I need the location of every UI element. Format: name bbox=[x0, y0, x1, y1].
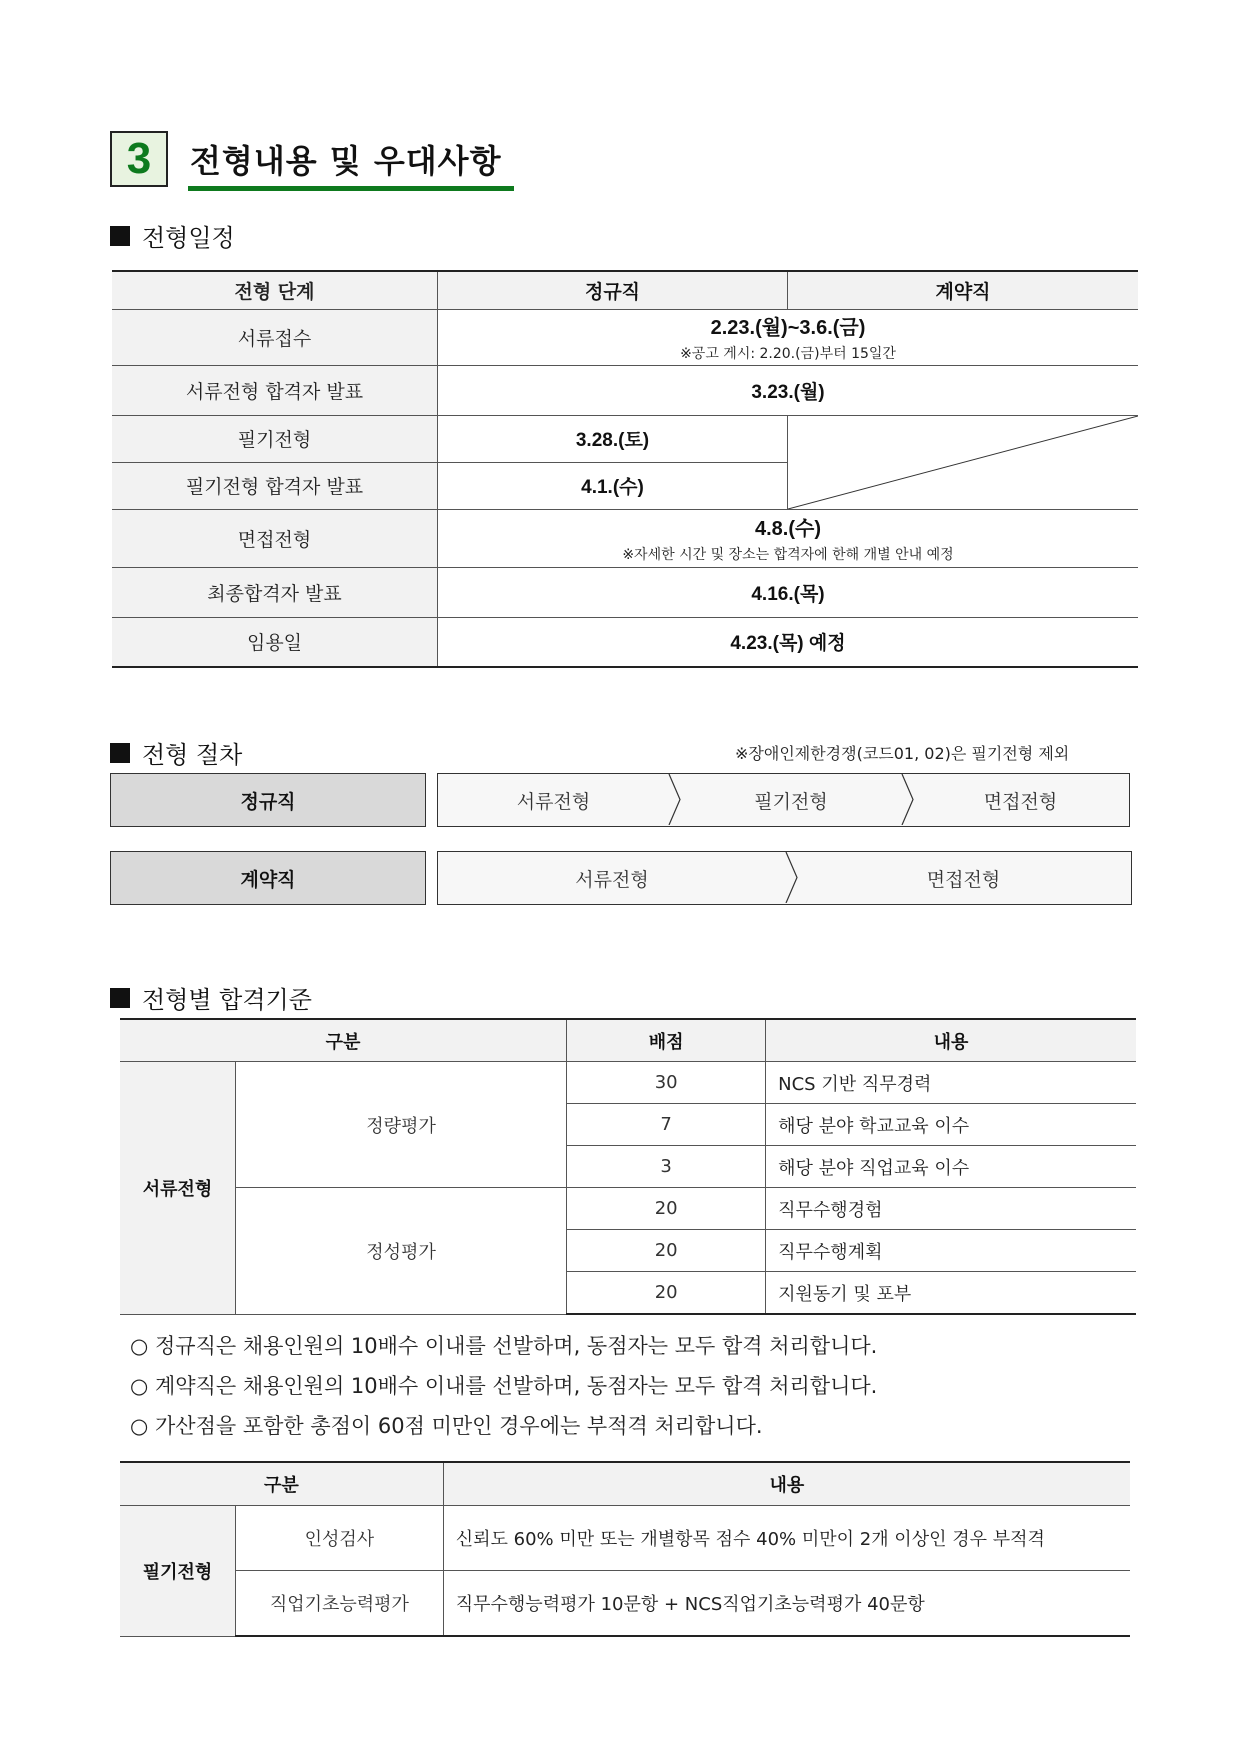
score-cell: 20 bbox=[567, 1188, 766, 1230]
square-bullet-icon bbox=[110, 226, 130, 246]
stage-label: 면접전형 bbox=[112, 509, 438, 567]
list-item: ○ 가산점을 포함한 총점이 60점 미만인 경우에는 부적격 처리합니다. bbox=[130, 1414, 763, 1438]
stage-label: 서류접수 bbox=[112, 309, 438, 365]
schedule-table bbox=[112, 270, 1138, 668]
title-underline bbox=[188, 186, 514, 191]
rules-list bbox=[130, 1326, 877, 1446]
process-heading-text: 전형 절차 bbox=[142, 741, 243, 769]
criteria-table bbox=[120, 1018, 1136, 1315]
section-number: 3 bbox=[110, 131, 168, 187]
date-value: 4.23.(목) 예정 bbox=[438, 617, 1139, 667]
process-flow-regular bbox=[437, 773, 1130, 827]
score-cell: 7 bbox=[567, 1104, 766, 1146]
col-header-category: 구분 bbox=[120, 1019, 567, 1062]
stage-label: 임용일 bbox=[112, 617, 438, 667]
diagonal-line-icon bbox=[788, 416, 1138, 509]
content-cell: NCS 기반 직무경력 bbox=[766, 1062, 1136, 1104]
table-row bbox=[120, 1506, 1130, 1571]
process-flow-contract bbox=[437, 851, 1132, 905]
subgroup-label: 인성검사 bbox=[236, 1506, 444, 1571]
table-row bbox=[120, 1188, 1136, 1230]
col-header-stage: 전형 단계 bbox=[112, 271, 438, 309]
content-cell: 신뢰도 60% 미만 또는 개별항목 점수 40% 미만이 2개 이상인 경우 부적격 bbox=[443, 1506, 1130, 1571]
schedule-heading-text: 전형일정 bbox=[142, 224, 235, 252]
date-value: 3.28.(토) bbox=[438, 415, 788, 462]
group-label: 필기전형 bbox=[120, 1506, 236, 1637]
table-row bbox=[112, 509, 1138, 567]
col-header-score: 배점 bbox=[567, 1019, 766, 1062]
score-cell: 20 bbox=[567, 1230, 766, 1272]
table-row bbox=[112, 309, 1138, 365]
score-cell: 20 bbox=[567, 1272, 766, 1315]
list-item: ○ 계약직은 채용인원의 10배수 이내를 선발하며, 동점자는 모두 합격 처리합니다. bbox=[130, 1374, 878, 1398]
square-bullet-icon bbox=[110, 988, 130, 1008]
date-value: 2.23.(월)~3.6.(금) bbox=[710, 317, 866, 339]
process-step: 면접전형 bbox=[926, 868, 1001, 891]
process-step: 필기전형 bbox=[754, 790, 828, 813]
content-cell: 해당 분야 직업교육 이수 bbox=[766, 1146, 1136, 1188]
table-row bbox=[120, 1062, 1136, 1104]
subgroup-label: 직업기초능력평가 bbox=[236, 1571, 444, 1637]
stage-label: 필기전형 합격자 발표 bbox=[112, 462, 438, 509]
date-value: 3.23.(월) bbox=[438, 365, 1139, 415]
col-header-category: 구분 bbox=[120, 1462, 443, 1506]
process-label-contract: 계약직 bbox=[110, 851, 426, 905]
col-header-content: 내용 bbox=[766, 1019, 1136, 1062]
date-value: 4.16.(목) bbox=[438, 567, 1139, 617]
content-cell: 직무수행계획 bbox=[766, 1230, 1136, 1272]
col-header-contract: 계약직 bbox=[788, 271, 1139, 309]
content-cell: 직무수행경험 bbox=[766, 1188, 1136, 1230]
table-row bbox=[112, 415, 1138, 462]
col-header-content: 내용 bbox=[443, 1462, 1130, 1506]
table-row bbox=[120, 1571, 1130, 1637]
score-cell: 30 bbox=[567, 1062, 766, 1104]
written-exam-table bbox=[120, 1461, 1130, 1637]
table-row bbox=[112, 617, 1138, 667]
table-row bbox=[112, 365, 1138, 415]
date-value: 4.1.(수) bbox=[438, 462, 788, 509]
date-value: 4.8.(수) bbox=[755, 518, 821, 540]
process-note: ※장애인제한경쟁(코드01, 02)은 필기전형 제외 bbox=[735, 744, 1070, 763]
criteria-heading-text: 전형별 합격기준 bbox=[142, 986, 312, 1014]
square-bullet-icon bbox=[110, 743, 130, 763]
schedule-heading bbox=[110, 218, 235, 253]
table-row bbox=[112, 567, 1138, 617]
subgroup-label: 정량평가 bbox=[236, 1062, 567, 1188]
content-cell: 해당 분야 학교교육 이수 bbox=[766, 1104, 1136, 1146]
stage-label: 최종합격자 발표 bbox=[112, 567, 438, 617]
stage-label: 서류전형 합격자 발표 bbox=[112, 365, 438, 415]
score-cell: 3 bbox=[567, 1146, 766, 1188]
process-label-regular: 정규직 bbox=[110, 773, 426, 827]
na-cell bbox=[788, 415, 1139, 509]
group-label: 서류전형 bbox=[120, 1062, 236, 1315]
section-title: 전형내용 및 우대사항 bbox=[190, 142, 502, 180]
process-step: 서류전형 bbox=[575, 868, 649, 891]
content-cell: 직무수행능력평가 10문항 + NCS직업기초능력평가 40문항 bbox=[443, 1571, 1130, 1637]
col-header-regular: 정규직 bbox=[438, 271, 788, 309]
list-item: ○ 정규직은 채용인원의 10배수 이내를 선발하며, 동점자는 모두 합격 처리합니다. bbox=[130, 1334, 878, 1358]
subgroup-label: 정성평가 bbox=[236, 1188, 567, 1315]
process-step: 면접전형 bbox=[983, 790, 1058, 813]
process-heading bbox=[110, 735, 242, 770]
criteria-heading bbox=[110, 980, 312, 1015]
content-cell: 지원동기 및 포부 bbox=[766, 1272, 1136, 1315]
process-step: 서류전형 bbox=[516, 790, 591, 813]
date-note: ※자세한 시간 및 장소는 합격자에 한해 개별 안내 예정 bbox=[622, 547, 954, 563]
stage-label: 필기전형 bbox=[112, 415, 438, 462]
date-note: ※공고 게시: 2.20.(금)부터 15일간 bbox=[680, 346, 896, 362]
